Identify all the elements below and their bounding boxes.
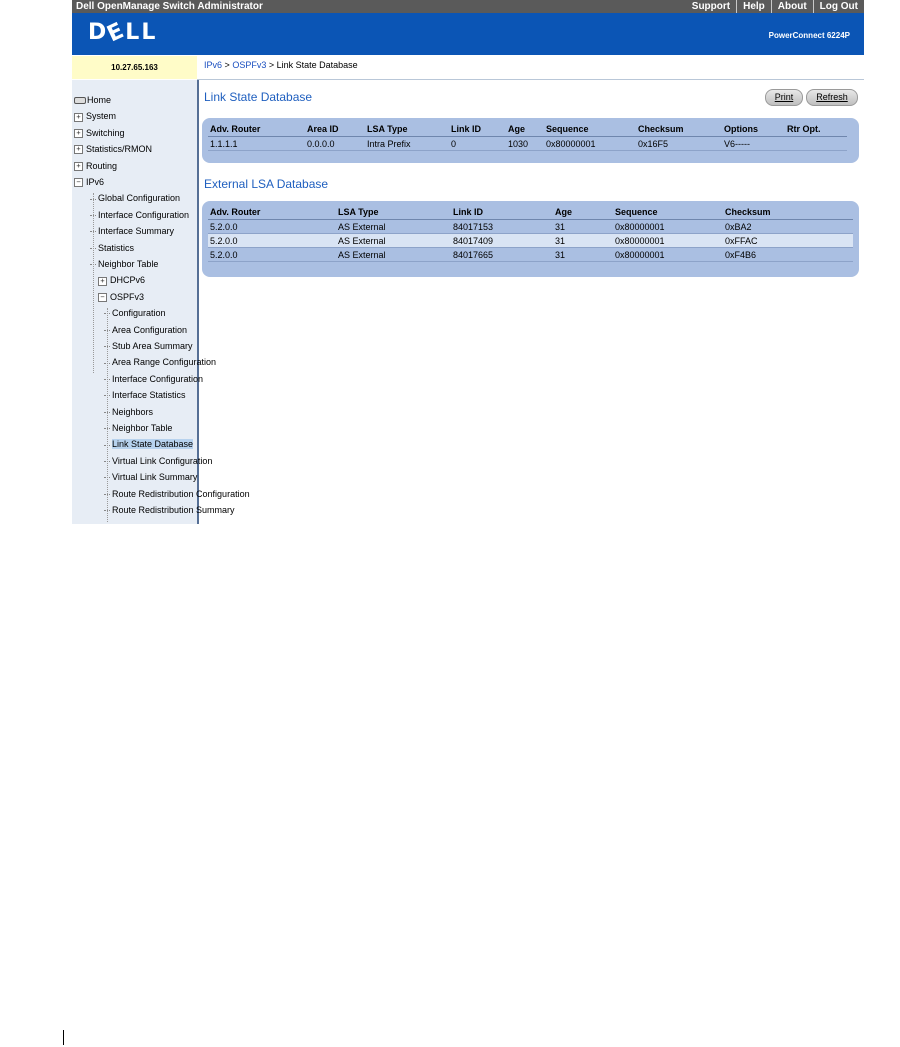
sidebar-item[interactable] bbox=[74, 177, 104, 187]
external-lsa-table bbox=[202, 201, 859, 277]
column-header: Checksum bbox=[723, 206, 800, 220]
sidebar-item-label: Interface Configuration bbox=[112, 373, 204, 384]
sidebar-item[interactable] bbox=[98, 292, 144, 302]
table-cell: 0 bbox=[449, 137, 506, 151]
sidebar-item[interactable] bbox=[98, 243, 134, 253]
table-cell bbox=[785, 137, 847, 151]
logout-link[interactable]: Log Out bbox=[813, 0, 864, 13]
app-title: Dell OpenManage Switch Administrator bbox=[76, 1, 263, 12]
column-header: Link ID bbox=[451, 206, 553, 220]
table-cell: 0xFFAC bbox=[723, 234, 800, 248]
table-cell: 84017153 bbox=[451, 220, 553, 234]
column-header: LSA Type bbox=[336, 206, 451, 220]
lsdb-title: Link State Database bbox=[204, 90, 313, 104]
collapse-icon[interactable]: − bbox=[98, 293, 107, 302]
sidebar-item[interactable] bbox=[98, 259, 158, 269]
table-cell: 0x80000001 bbox=[544, 137, 636, 151]
sidebar-item-label: System bbox=[86, 111, 117, 122]
sidebar-item[interactable] bbox=[98, 210, 189, 220]
sidebar-item-label: Stub Area Summary bbox=[112, 341, 193, 351]
lsdb-table bbox=[202, 118, 859, 163]
column-header: Sequence bbox=[544, 123, 636, 137]
breadcrumb-separator: > bbox=[224, 60, 230, 70]
main-content bbox=[197, 80, 864, 524]
sidebar-item[interactable] bbox=[98, 226, 174, 236]
tree-line bbox=[93, 193, 94, 373]
switch-ip-address: 10.27.65.163 bbox=[72, 56, 197, 79]
sidebar-item-label: Neighbor Table bbox=[98, 259, 159, 269]
product-model: PowerConnect 6224P bbox=[768, 31, 850, 40]
external-lsa-grid bbox=[208, 206, 853, 262]
header-banner bbox=[72, 13, 864, 55]
sidebar-item-label: Route Redistribution Summary bbox=[112, 505, 235, 515]
support-link[interactable]: Support bbox=[691, 1, 731, 12]
sidebar-item[interactable] bbox=[112, 341, 193, 351]
table-cell: 1.1.1.1 bbox=[208, 137, 305, 151]
page-margin-rule bbox=[63, 1030, 64, 1045]
table-cell: 1030 bbox=[506, 137, 544, 151]
sidebar-item-label: Neighbor Table bbox=[112, 423, 173, 433]
column-header: Rtr Opt. bbox=[785, 123, 847, 137]
breadcrumb-ipv6-link[interactable]: IPv6 bbox=[204, 60, 223, 70]
help-link[interactable]: Help bbox=[736, 0, 771, 13]
table-cell: 0x80000001 bbox=[613, 234, 723, 248]
sidebar-item[interactable] bbox=[112, 407, 153, 417]
table-cell: 31 bbox=[553, 220, 613, 234]
top-links bbox=[686, 0, 864, 13]
table-cell: 31 bbox=[553, 248, 613, 262]
sidebar-item-label: Interface Summary bbox=[98, 226, 175, 237]
table-cell: 31 bbox=[553, 234, 613, 248]
table-cell: 0x16F5 bbox=[636, 137, 722, 151]
sidebar-item[interactable] bbox=[98, 193, 180, 203]
breadcrumb-current: Link State Database bbox=[276, 60, 358, 70]
sidebar-item-label: Statistics/RMON bbox=[86, 144, 153, 155]
sidebar-item-label: Link State Database bbox=[112, 439, 194, 450]
column-header: Checksum bbox=[636, 123, 722, 137]
sidebar-item[interactable] bbox=[74, 144, 152, 154]
breadcrumb-ospfv3-link[interactable]: OSPFv3 bbox=[232, 60, 267, 70]
sidebar-item[interactable] bbox=[112, 439, 193, 449]
table-cell: 84017665 bbox=[451, 248, 553, 262]
sidebar-item[interactable] bbox=[112, 390, 186, 400]
table-cell: 0x80000001 bbox=[613, 220, 723, 234]
table-cell: 0.0.0.0 bbox=[305, 137, 365, 151]
refresh-button[interactable]: Refresh bbox=[806, 89, 858, 106]
sidebar-item-label: Interface Configuration bbox=[98, 209, 190, 220]
table-cell bbox=[800, 220, 853, 234]
column-header: Adv. Router bbox=[208, 123, 305, 137]
sidebar-item-label: Switching bbox=[86, 127, 125, 138]
sidebar-item[interactable] bbox=[112, 308, 166, 318]
table-cell: 5.2.0.0 bbox=[208, 220, 336, 234]
sidebar-item[interactable] bbox=[112, 374, 203, 384]
dell-logo: DELL bbox=[88, 17, 158, 48]
sidebar-item[interactable] bbox=[74, 161, 117, 171]
sidebar-item-label: Home bbox=[87, 95, 112, 105]
expand-icon[interactable]: + bbox=[98, 277, 107, 286]
sidebar-item[interactable] bbox=[74, 95, 111, 105]
expand-icon[interactable]: + bbox=[74, 113, 83, 122]
table-cell bbox=[800, 234, 853, 248]
table-cell: Intra Prefix bbox=[365, 137, 449, 151]
sidebar-item[interactable] bbox=[98, 275, 145, 285]
table-cell: AS External bbox=[336, 248, 451, 262]
expand-icon[interactable]: + bbox=[74, 162, 83, 171]
table-cell: AS External bbox=[336, 220, 451, 234]
table-cell: 5.2.0.0 bbox=[208, 248, 336, 262]
home-icon bbox=[74, 97, 86, 104]
sidebar-item-label: Area Range Configuration bbox=[112, 357, 217, 368]
expand-icon[interactable]: + bbox=[74, 129, 83, 138]
sidebar-item-label: Virtual Link Summary bbox=[112, 472, 198, 483]
sidebar-item-label: DHCPv6 bbox=[110, 275, 146, 286]
sidebar-item-label: OSPFv3 bbox=[110, 291, 145, 302]
column-header: Options bbox=[722, 123, 785, 137]
sidebar-item[interactable] bbox=[112, 472, 197, 482]
column-header: Adv. Router bbox=[208, 206, 336, 220]
sidebar-item-label: Interface Statistics bbox=[112, 390, 186, 401]
expand-icon[interactable]: + bbox=[74, 145, 83, 154]
table-cell: 0xBA2 bbox=[723, 220, 800, 234]
column-header: Age bbox=[553, 206, 613, 220]
table-cell: 84017409 bbox=[451, 234, 553, 248]
title-bar bbox=[72, 0, 864, 13]
lsdb-grid bbox=[208, 123, 853, 151]
column-header: Area ID bbox=[305, 123, 365, 137]
sidebar-item[interactable] bbox=[74, 128, 125, 138]
table-cell: AS External bbox=[336, 234, 451, 248]
table-cell bbox=[800, 248, 853, 262]
sidebar-item[interactable] bbox=[112, 325, 187, 335]
table-cell: 5.2.0.0 bbox=[208, 234, 336, 248]
sidebar-item-label: Route Redistribution Configuration bbox=[112, 488, 250, 499]
external-lsa-title: External LSA Database bbox=[204, 177, 329, 191]
column-header: Link ID bbox=[449, 123, 506, 137]
sidebar-item-label: Statistics bbox=[98, 242, 135, 253]
column-header bbox=[800, 206, 853, 220]
sidebar-item-label: Configuration bbox=[112, 308, 166, 319]
table-cell: V6----- bbox=[722, 137, 785, 151]
tree-line bbox=[107, 308, 108, 522]
collapse-icon[interactable]: − bbox=[74, 178, 83, 187]
table-cell: 0xF4B6 bbox=[723, 248, 800, 262]
table-cell: 0x80000001 bbox=[613, 248, 723, 262]
breadcrumb-separator: > bbox=[268, 60, 275, 70]
column-header: Sequence bbox=[613, 206, 723, 220]
sidebar-item[interactable] bbox=[74, 111, 116, 121]
sidebar-item-label: Area Configuration bbox=[112, 324, 188, 335]
print-button[interactable]: Print bbox=[765, 89, 803, 106]
column-header: Age bbox=[506, 123, 544, 137]
about-link[interactable]: About bbox=[771, 0, 813, 13]
sidebar-item[interactable] bbox=[112, 423, 172, 433]
sidebar-item-label: Global Configuration bbox=[98, 193, 181, 204]
sidebar-item-label: Routing bbox=[86, 160, 118, 171]
sidebar-item-label: Neighbors bbox=[112, 406, 154, 417]
sidebar-item-label: IPv6 bbox=[86, 177, 105, 187]
sidebar-item-label: Virtual Link Configuration bbox=[112, 455, 213, 466]
breadcrumb bbox=[204, 60, 358, 70]
column-header: LSA Type bbox=[365, 123, 449, 137]
